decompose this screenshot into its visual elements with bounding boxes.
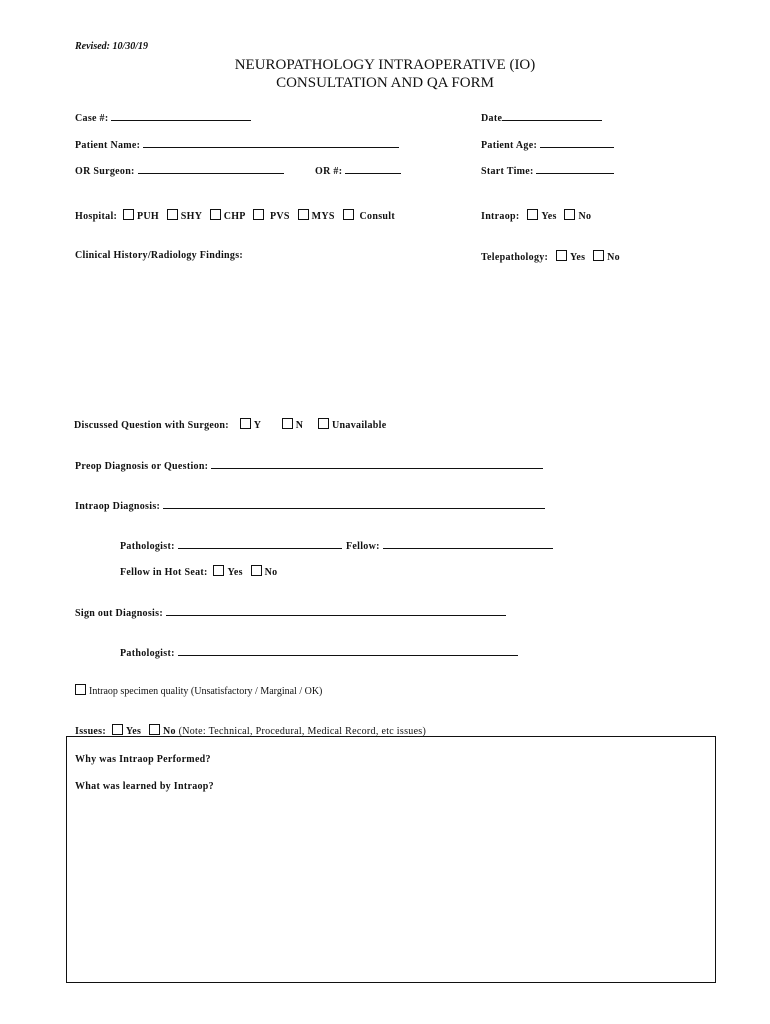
intraop-no-label: No bbox=[578, 211, 592, 222]
telepathology-yes-checkbox[interactable] bbox=[556, 250, 567, 261]
clinical-history-label: Clinical History/Radiology Findings: bbox=[75, 250, 244, 261]
patient-name-label: Patient Name: bbox=[75, 140, 141, 151]
intraop-label: Intraop: bbox=[481, 211, 520, 222]
intraop-diagnosis-field bbox=[75, 498, 545, 512]
specimen-quality-label: Intraop specimen quality (Unsatisfactory / Marginal / OK) bbox=[89, 686, 323, 697]
or-number-label: OR #: bbox=[315, 166, 343, 177]
hot-seat-no-checkbox[interactable] bbox=[251, 565, 262, 576]
fellow-field bbox=[346, 538, 553, 552]
hot-seat-no-label: No bbox=[264, 567, 278, 578]
telepathology-field bbox=[481, 250, 620, 263]
preop-label: Preop Diagnosis or Question: bbox=[75, 461, 209, 472]
hospital-shy-label: SHY bbox=[180, 211, 202, 222]
discussed-y-label: Y bbox=[253, 420, 261, 431]
intraop-no-checkbox[interactable] bbox=[564, 209, 575, 220]
sign-out-pathologist-input[interactable] bbox=[178, 645, 518, 656]
specimen-quality-checkbox[interactable] bbox=[75, 684, 86, 695]
or-number-field bbox=[315, 163, 401, 177]
intraop-diagnosis-input[interactable] bbox=[163, 498, 545, 509]
start-time-field bbox=[481, 163, 614, 177]
discussed-n-label: N bbox=[295, 420, 304, 431]
hospital-chp-label: CHP bbox=[223, 211, 246, 222]
sign-out-field bbox=[75, 605, 506, 619]
or-surgeon-label: OR Surgeon: bbox=[75, 166, 135, 177]
why-intraop-label: Why was Intraop Performed? bbox=[75, 754, 211, 765]
revised-date: Revised: 10/30/19 bbox=[75, 41, 149, 52]
sign-out-input[interactable] bbox=[166, 605, 506, 616]
preop-input[interactable] bbox=[211, 458, 543, 469]
discussed-label: Discussed Question with Surgeon: bbox=[74, 420, 229, 431]
sign-out-label: Sign out Diagnosis: bbox=[75, 608, 163, 619]
hospital-puh-checkbox[interactable] bbox=[123, 209, 134, 220]
patient-age-field bbox=[481, 137, 614, 151]
intraop-notes-box[interactable] bbox=[66, 736, 716, 983]
form-title-line2: CONSULTATION AND QA FORM bbox=[276, 75, 494, 91]
intraop-yes-checkbox[interactable] bbox=[527, 209, 538, 220]
patient-age-label: Patient Age: bbox=[481, 140, 538, 151]
hospital-shy-checkbox[interactable] bbox=[167, 209, 178, 220]
pathologist-field bbox=[120, 538, 342, 552]
hospital-mys-checkbox[interactable] bbox=[298, 209, 309, 220]
telepathology-no-label: No bbox=[607, 252, 620, 263]
pathologist-label: Pathologist: bbox=[120, 541, 175, 552]
what-learned-label: What was learned by Intraop? bbox=[75, 781, 214, 792]
issues-note: (Note: Technical, Procedural, Medical Record, etc issues) bbox=[178, 726, 427, 737]
discussed-y-checkbox[interactable] bbox=[240, 418, 251, 429]
date-label: Date bbox=[481, 113, 503, 124]
case-field bbox=[75, 110, 251, 124]
discussed-n-checkbox[interactable] bbox=[282, 418, 293, 429]
telepathology-yes-label: Yes bbox=[569, 252, 586, 263]
date-input[interactable] bbox=[502, 110, 602, 121]
or-surgeon-field bbox=[75, 163, 284, 177]
issues-yes-checkbox[interactable] bbox=[112, 724, 123, 735]
patient-name-input[interactable] bbox=[143, 137, 399, 148]
or-number-input[interactable] bbox=[345, 163, 401, 174]
hot-seat-yes-checkbox[interactable] bbox=[213, 565, 224, 576]
hospital-pvs-checkbox[interactable] bbox=[253, 209, 264, 220]
preop-field bbox=[75, 458, 543, 472]
start-time-label: Start Time: bbox=[481, 166, 534, 177]
start-time-input[interactable] bbox=[536, 163, 614, 174]
discussed-field bbox=[74, 418, 386, 431]
or-surgeon-input[interactable] bbox=[138, 163, 284, 174]
intraop-diagnosis-label: Intraop Diagnosis: bbox=[75, 501, 161, 512]
issues-label: Issues: bbox=[75, 726, 106, 737]
date-field bbox=[481, 110, 602, 124]
hospital-chp-checkbox[interactable] bbox=[210, 209, 221, 220]
issues-yes-label: Yes bbox=[125, 726, 142, 737]
hospital-mys-label: MYS bbox=[311, 211, 335, 222]
telepathology-no-checkbox[interactable] bbox=[593, 250, 604, 261]
case-input[interactable] bbox=[111, 110, 251, 121]
intraop-field bbox=[481, 209, 591, 222]
form-title-line1: NEUROPATHOLOGY INTRAOPERATIVE (IO) bbox=[234, 57, 536, 73]
patient-name-field bbox=[75, 137, 399, 151]
hospital-field bbox=[75, 209, 395, 222]
issues-no-label: No bbox=[162, 726, 176, 737]
sign-out-pathologist-field bbox=[120, 645, 518, 659]
pathologist-input[interactable] bbox=[178, 538, 342, 549]
discussed-unavailable-label: Unavailable bbox=[332, 420, 387, 431]
fellow-label: Fellow: bbox=[346, 541, 380, 552]
hospital-consult-checkbox[interactable] bbox=[343, 209, 354, 220]
intraop-yes-label: Yes bbox=[541, 211, 557, 222]
specimen-quality-field bbox=[75, 684, 322, 697]
hospital-label: Hospital: bbox=[75, 211, 118, 222]
hot-seat-label: Fellow in Hot Seat: bbox=[120, 567, 208, 578]
telepathology-label: Telepathology: bbox=[481, 252, 549, 263]
hot-seat-field bbox=[120, 565, 277, 578]
hot-seat-yes-label: Yes bbox=[227, 567, 243, 578]
sign-out-pathologist-label: Pathologist: bbox=[120, 648, 175, 659]
issues-no-checkbox[interactable] bbox=[149, 724, 160, 735]
patient-age-input[interactable] bbox=[540, 137, 614, 148]
fellow-input[interactable] bbox=[383, 538, 553, 549]
hospital-consult-label: Consult bbox=[359, 211, 395, 222]
discussed-unavailable-checkbox[interactable] bbox=[318, 418, 329, 429]
hospital-pvs-label: PVS bbox=[269, 211, 290, 222]
case-label: Case #: bbox=[75, 113, 109, 124]
hospital-puh-label: PUH bbox=[136, 211, 159, 222]
